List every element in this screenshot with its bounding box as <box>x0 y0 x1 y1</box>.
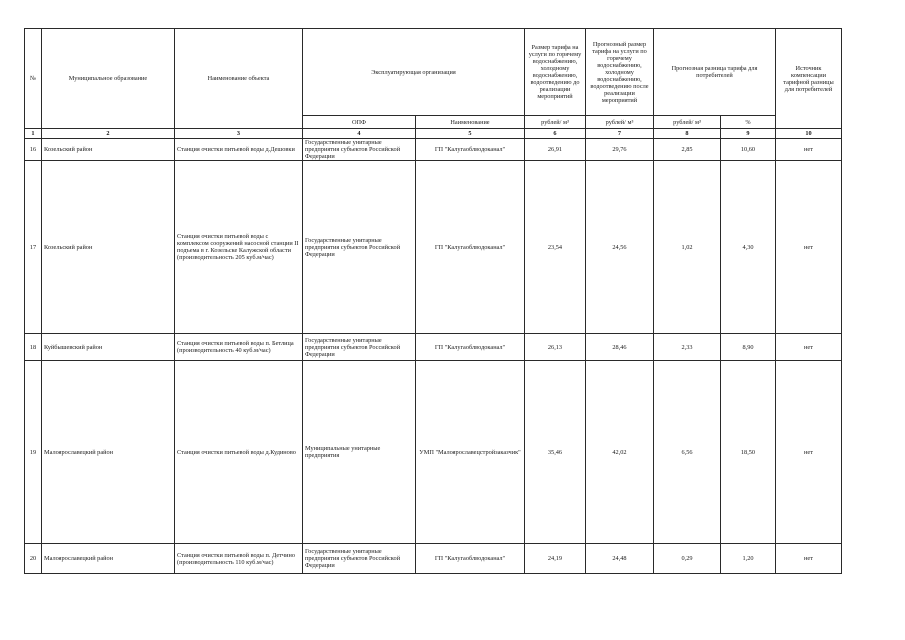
column-number: 1 <box>25 129 42 139</box>
header-municipality: Муниципальное образование <box>42 29 175 129</box>
header-opf: ОПФ <box>303 116 416 129</box>
row-opf: Государственные унитарные предприятия субъектов Российской Федерации <box>303 139 416 161</box>
table-row <box>25 544 842 574</box>
row-tariff-before: 26,91 <box>525 139 586 161</box>
column-number: 3 <box>175 129 303 139</box>
unit-before: рублей/ м³ <box>525 116 586 129</box>
row-tariff-after: 24,48 <box>586 544 654 574</box>
row-diff-pct: 1,20 <box>721 544 776 574</box>
row-diff-rub: 6,56 <box>654 361 721 544</box>
unit-diff-pct: % <box>721 116 776 129</box>
row-diff-rub: 2,33 <box>654 334 721 361</box>
row-diff-pct: 10,60 <box>721 139 776 161</box>
row-tariff-before: 23,54 <box>525 161 586 334</box>
row-object: Станция очистки питьевой воды п. Детчино (производительность 110 куб.м/час) <box>175 544 303 574</box>
row-object: Станция очистки питьевой воды д.Дешовки <box>175 139 303 161</box>
row-number: 19 <box>25 361 42 544</box>
row-opf: Муниципальные унитарные предприятия <box>303 361 416 544</box>
row-tariff-after: 29,76 <box>586 139 654 161</box>
row-object: Станция очистки питьевой воды п. Бетлица (производительность 40 куб.м/час) <box>175 334 303 361</box>
row-tariff-after: 24,56 <box>586 161 654 334</box>
header-source: Источник компенсации тарифной разницы для потребителей <box>776 29 842 129</box>
header-tariff-after: Прогнозный размер тарифа на услуги по горячему водоснабжению, холодному водоснабжению, водоотведению после реализации мероприятий <box>586 29 654 116</box>
row-municipality: Козельский район <box>42 161 175 334</box>
row-diff-pct: 8,90 <box>721 334 776 361</box>
header-diff: Прогнозная разница тарифа для потребителей <box>654 29 776 116</box>
row-municipality: Малоярославецкий район <box>42 361 175 544</box>
row-tariff-before: 26,13 <box>525 334 586 361</box>
row-number: 20 <box>25 544 42 574</box>
header-tariff-before: Размер тарифа на услуги по горячему водоснабжению, холодному водоснабжению, водоотведению до реализации мероприятий <box>525 29 586 116</box>
row-number: 17 <box>25 161 42 334</box>
table-row <box>25 361 842 544</box>
header-object: Наименование объекта <box>175 29 303 129</box>
row-diff-pct: 18,50 <box>721 361 776 544</box>
table-row <box>25 334 842 361</box>
row-org: ГП "Калугаоблводоканал" <box>416 161 525 334</box>
row-source: нет <box>776 361 842 544</box>
column-number: 10 <box>776 129 842 139</box>
row-tariff-after: 42,02 <box>586 361 654 544</box>
row-diff-rub: 0,29 <box>654 544 721 574</box>
tariff-table <box>24 28 842 574</box>
row-number: 16 <box>25 139 42 161</box>
column-number: 7 <box>586 129 654 139</box>
row-opf: Государственные унитарные предприятия субъектов Российской Федерации <box>303 334 416 361</box>
column-number: 4 <box>303 129 416 139</box>
row-object: Станция очистки питьевой воды с комплексом сооружений насосной станции II подъема в г. Козельске Калужской области (производительность 205 куб.м/час) <box>175 161 303 334</box>
header-org-name: Наименование <box>416 116 525 129</box>
row-org: ГП "Калугаоблводоканал" <box>416 544 525 574</box>
row-source: нет <box>776 334 842 361</box>
column-number: 9 <box>721 129 776 139</box>
row-municipality: Куйбышевский район <box>42 334 175 361</box>
row-diff-pct: 4,30 <box>721 161 776 334</box>
row-org: ГП "Калугаоблводоканал" <box>416 334 525 361</box>
header-no: № <box>25 29 42 129</box>
table-header-row <box>25 29 842 116</box>
row-source: нет <box>776 544 842 574</box>
column-number: 8 <box>654 129 721 139</box>
header-operator: Эксплуатирующая организация <box>303 29 525 116</box>
row-source: нет <box>776 139 842 161</box>
column-number: 2 <box>42 129 175 139</box>
column-number: 5 <box>416 129 525 139</box>
column-number-row <box>25 129 842 139</box>
row-number: 18 <box>25 334 42 361</box>
column-number: 6 <box>525 129 586 139</box>
row-diff-rub: 2,85 <box>654 139 721 161</box>
row-opf: Государственные унитарные предприятия субъектов Российской Федерации <box>303 544 416 574</box>
row-tariff-before: 35,46 <box>525 361 586 544</box>
row-source: нет <box>776 161 842 334</box>
row-opf: Государственные унитарные предприятия субъектов Российской Федерации <box>303 161 416 334</box>
row-municipality: Малоярославецкий район <box>42 544 175 574</box>
row-diff-rub: 1,02 <box>654 161 721 334</box>
unit-after: рублей/ м³ <box>586 116 654 129</box>
row-org: ГП "Калугаоблводоканал" <box>416 139 525 161</box>
table-row <box>25 139 842 161</box>
row-org: УМП "Малоярославецстройзаказчик" <box>416 361 525 544</box>
table-row <box>25 161 842 334</box>
row-tariff-after: 28,46 <box>586 334 654 361</box>
unit-diff-rub: рублей/ м³ <box>654 116 721 129</box>
row-object: Станция очистки питьевой воды д.Кудиново <box>175 361 303 544</box>
row-municipality: Козельский район <box>42 139 175 161</box>
row-tariff-before: 24,19 <box>525 544 586 574</box>
